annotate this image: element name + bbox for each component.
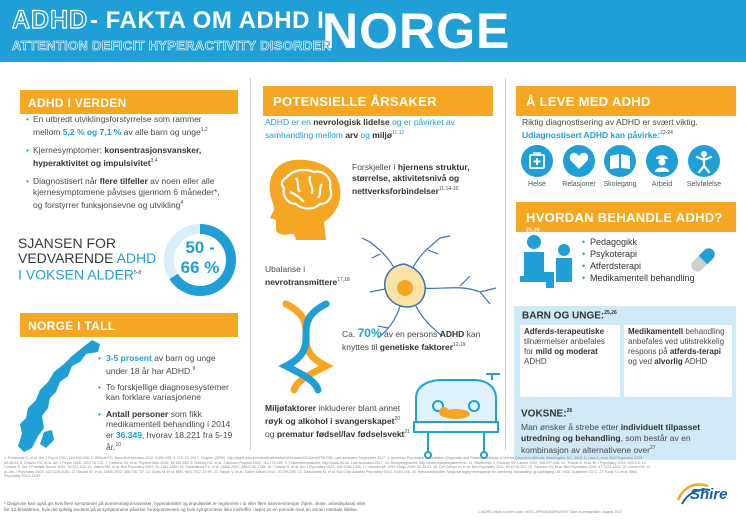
heart-icon [563,145,595,177]
leve-text: Riktig diagnostisering av ADHD er svært viktig. Udiagnostisert ADHD kan påvirke:$^{22-24}$ [522,117,698,140]
voksne-title: VOKSNE:$^{26}$ [521,408,573,420]
voksne-text: Man ønsker å strebe etter individuelt tilpasset utredning og behandling, som består av en kombinasjon av alternativene over$^{27}$ [521,422,701,455]
header-adhd-title: ADHD [12,6,89,34]
icon-label: Relasjoner [562,181,596,188]
column-divider [505,78,506,450]
section-title-norge: NORGE I TALL [20,313,238,337]
barn-og-unge-title: BARN OG UNGE:$^{25,26}$ [522,310,617,322]
pill-icon [686,243,720,277]
footer-meta: C/ADHD-infoN.no Item code: NO/C-APROM/ADHD/0007 Date of preparation: August 2017 [478,510,623,514]
column-divider [250,78,251,450]
icon-label: Skolegang [603,181,637,188]
list-item: • Diagnostisert når flere tilfeller av noen eller alle kjernesymptomene påvises gjennom 6 måneder*, og forstyrrer funksjonsevne og utvikling$^4$ [26,176,226,211]
norway-map-icon [14,336,104,456]
header-banner [0,0,746,62]
footnote: * Diagnose kan også gis hvis flere symptomer på konsentrasjonsvansker, hyperaktivitet og impulsivitet er registrerte i to eller flere sammenhenger (hjem, skole, arbeidsplass) eller før 12-årsalderen, hvis det tydelig evidens på at symptomene påvirker funksjonsevnen og hvis symptomene ikke innfreffer i løpet av en periode med en annen mentale lidelse. [4,501,366,512]
list-item: • En utbredt utviklingsforstyrrelse som rammer mellom 5,2 % og 7,1 % av alle barn og unge$^{1,2}$ [26,114,226,138]
list-item: • Pedagogikk [582,236,732,248]
donut-value: 50 - 66 % [180,238,220,277]
list-item: • Atferdsterapi [582,260,732,272]
header-subtitle: ATTENTION DEFICIT HYPERACTIVITY DISORDER [12,38,332,53]
worker-icon [646,145,678,177]
icon-label: Helse [528,181,546,188]
verden-list [26,114,226,217]
health-icon [521,145,553,177]
behavioral-therapy-box: Adferds-terapeutiske tilnærmelser anbefales for mild og moderat ADHD [520,325,620,397]
section-title-behandle: HVORDAN BEHANDLE ADHD?$^{25,26}$ [516,202,736,232]
medication-box: Medikamentell behandling anbefales ved utilstrekkelig respons på atferds-terapi og ved alvorlig ADHD [624,325,732,397]
section-title-arsaker: POTENSIELLE ÅRSAKER [263,86,493,116]
book-icon [604,145,636,177]
list-item: • Kjernesymptomer: konsentrasjonsvansker, hyperaktivitet og impulsivitet$^{3,4}$ [26,145,226,169]
references: 1. Polanczyk G, et al. Am J Psych 2007; 164:942-948. 2. Willcutt EG. Neurotherapeutics 2012; 9:490-499. 3. ICD-10. 2017. Chapter V(F90). http://apps.who.int/classifications/icd10/browse/2016/en#/F90-F98. Last accessed September 2017. 4. American Psychiatric Association. Diagnostic and Statistical Manual of Mental Disorders (5th ed). Washington, DC, 2013. 5. Lara C, et al. Biol Psychiatry 2009; 65:46-54. 6. Kessler RC, et al. Am J Psych 2006; 163:716-723. 7. Faraone SV, et al. Psychol Med 2006; 36:159-165. 8. Barkley RA, et al. J Abnorm Psychol 2002; 111:279-289. 9. Folkehelseinstituttet. http://www.fhi.no. Last accessed 2017. 10. Reseptregisteret. http://www.reseptregisteret.no. 11. Biederman J, Faraone SV. Lancet 2005; 366:237-248. 12. Thapar A, et al. Br J Psychiatry 2013; 203:3-5. 13. Cortese S. Eur J Paediatr Neurol 2012; 16:422-433. 14. Valera EM, et al. Biol Psychiatry 2007; 61:1361-1369. 15. Castellanos FX, et al. JAMA 2002; 288:1740-1748. 16. Cortese S, et al. Am J Psychiatry 2012; 169:1038-1055. 17. Arnsten AF. CNS Drugs 2009; 23:33-41. 18. Del Campo N, et al. Biol Psychiatry 2011; 69:e145-157. 19. Faraone SV, et al. Biol Psychiatry 2005; 57:1313-1323. 20. Linnet KM, et al. Am J Psychiatry 2003; 160:1028-1040. 21. Bhutta AT, et al. JAMA 2002; 288:728-737. 22. Shaw M, et al. BMC Med 2012; 10:99. 23. Harpin V, et al. J Atten Disord 2016; 20:295-305. 24. Danckaerts M, et al. Eur Child Adolesc Psychiatry 2010; 19:83-105. 25. Helsedirektoratet. Nasjonal faglig retningslinje for utredning, behandling og oppfølging. 26. NICE Guideline CG72. 27. Kooij SJ, et al. BMC Psychiatry 2010; 10:67. [4,456,650,479]
list-item: • Medikamentell behandling [582,272,732,284]
header-fakta-title: - FAKTA OM ADHD I [90,7,325,34]
icon-label: Selvfølelse [686,181,722,188]
shire-logo-text: Shire [690,486,728,503]
section-title-leve: Å LEVE MED ADHD [516,86,736,116]
dna-icon [276,300,336,394]
brain-text: Forskjeller i hjernens struktur, størrelse, aktivitetsnivå og nettverksforbindelser$^{11,14-16}$ [352,162,470,196]
neurotransmitter-text: Ubalanse i nevrotransmittere$^{17,18}$ [265,264,350,287]
list-item: • Antall personer som fikk medikamentell behandling i 2014 er 36.349, hvorav 18.221 fra 5-19 år.$^{10}$ [98,409,236,453]
sjansen-heading: SJANSEN FOR VEDVARENDE ADHD I VOKSEN ALDER$^{5-8}$ [18,235,157,283]
incubator-icon [408,370,504,460]
icon-label: Arbeid [651,181,673,188]
head-brain-icon [264,156,348,240]
list-item: • To forskjellige diagnosesystemer kan forklare variasjonene [98,382,236,403]
norge-list [98,353,236,459]
selfesteem-icon [688,145,720,177]
list-item: • 3-5 prosent av barn og unge under 18 år har ADHD.$^9$ [98,353,236,376]
environment-text: Miljøfaktorer inkluderer blant annet røyk og alkohol i svangerskapet$^{20}$ og prematur fødsel/lav fødselsvekt$^{21}$ [265,403,410,439]
arsaker-intro: ADHD er en nevrologisk lidelse og er påvirket av samhandling mellom arv og miljø$^{11,12}$ [265,117,455,140]
genetics-text: Ca. 70% av en persons ADHD kan knyttes til genetiske faktorer$^{12,19}$ [342,326,481,352]
header-norge-title: NORGE [322,3,511,59]
section-title-verden: ADHD I VERDEN [20,90,238,114]
therapy-session-icon [518,232,578,294]
list-item: • Psykoterapi [582,248,732,260]
